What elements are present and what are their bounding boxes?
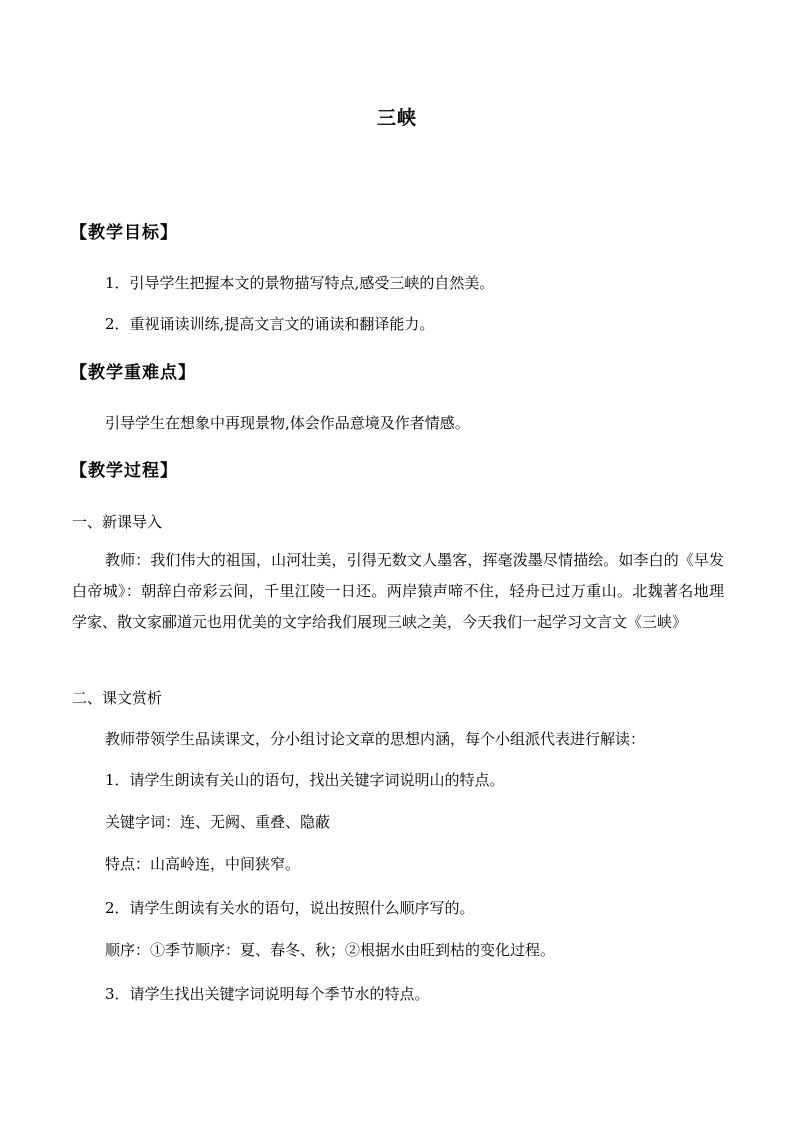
question-1-keywords: 关键字词：连、无阙、重叠、隐蔽 (105, 813, 331, 831)
question-1-feature: 特点：山高岭连，中间狭窄。 (105, 855, 301, 873)
page-title: 三峡 (376, 107, 417, 129)
part2-intro: 教师带领学生品读课文，分小组讨论文章的思想内涵，每个小组派代表进行解读： (105, 730, 646, 748)
goal-item-1: 1．引导学生把握本文的景物描写特点,感受三峡的自然美。 (105, 274, 495, 292)
heading-key-points: 【教学重难点】 (70, 363, 196, 383)
question-2-order: 顺序：①季节顺序：夏、春冬、秋；②根据水由旺到枯的变化过程。 (105, 941, 556, 959)
question-1: 1．请学生朗读有关山的语句，找出关键字词说明山的特点。 (105, 771, 505, 789)
question-2: 2．请学生朗读有关水的语句，说出按照什么顺序写的。 (105, 899, 475, 917)
part1-paragraph: 教师：我们伟大的祖国，山河壮美，引得无数文人墨客，挥毫泼墨尽情描绘。如李白的《早发白帝城》：朝辞白帝彩云间，千里江陵一日还。两岸猿声啼不住，轻舟已过万重山。北魏著名地理学家、散文家郦道元也用优美的文字给我们展现三峡之美，今天我们一起学习文言文《三峡》 (72, 551, 724, 631)
heading-teaching-process: 【教学过程】 (70, 461, 178, 481)
heading-teaching-goals: 【教学目标】 (70, 223, 178, 243)
key-points-text: 引导学生在想象中再现景物,体会作品意境及作者情感。 (105, 414, 470, 432)
part2-title: 二、课文赏析 (72, 689, 163, 707)
goal-item-2: 2．重视诵读训练,提高文言文的诵读和翻译能力。 (105, 315, 435, 333)
part1-title: 一、新课导入 (72, 513, 163, 531)
question-3: 3．请学生找出关键字词说明每个季节水的特点。 (105, 985, 430, 1003)
